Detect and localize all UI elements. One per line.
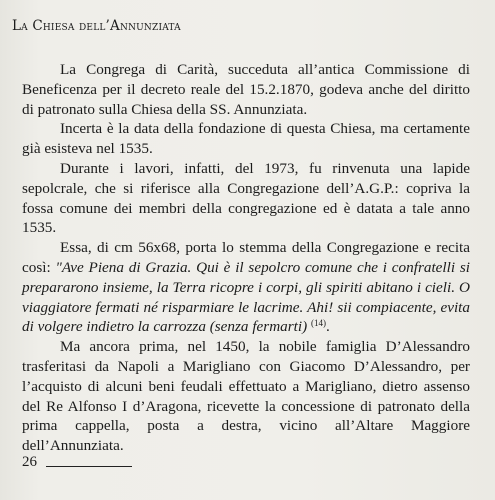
paragraph-stemma-end: . bbox=[325, 318, 330, 336]
paragraph-lapide: Durante i lavori, infatti, del 1973, fu rinvenuta una lapide sepolcrale, che si riferisce alla Congregazione dell’A.G.P.: copriva la fossa comune dei membri della congregazione ed è datata a tale anno 1535. bbox=[22, 159, 470, 237]
paragraph-stemma-intro: Essa, di cm 56x68, porta lo stemma della Congregazione e recita così: bbox=[22, 239, 470, 276]
epitaph-quote: "Ave Piena di Grazia. Qui è il sepolcro comune che i confratelli si prepararono insieme, la Terra ricopre i corpi, gli spiriti abitano i cieli. O viaggiatore fermati né risparmiare le lacrime. Ahi! sii compiacente, evita di volgere indietro la carrozza (senza fermarti) bbox=[22, 258, 470, 336]
running-head-text: La Chiesa dell’Annunziata bbox=[12, 18, 181, 34]
footnote-marker: (14) bbox=[310, 318, 326, 329]
running-head bbox=[12, 18, 181, 34]
paragraph-congrega: La Congrega di Carità, succeduta all’antica Commissione di Beneficenza per il decreto reale del 15.2.1870, godeva anche del diritto di patronato sulla Chiesa della SS. Annunziata. bbox=[22, 61, 470, 118]
page-number: 26 bbox=[22, 454, 37, 470]
page-number-rule bbox=[46, 466, 132, 467]
paragraph-dalessandro: Ma ancora prima, nel 1450, la nobile famiglia D’Alessandro trasferitasi da Napoli a Marigliano con Giacomo D’Alessandro, per l’acquisto di alcuni beni feudali effettuato a Marigliano, dietro assenso del Re Alfonso I d’Aragona, ricevette la concessione di patronato della prima cappella, posta a destra, vicino all’Altare Maggiore dell’Annunziata. bbox=[22, 338, 470, 455]
body-text bbox=[22, 60, 470, 456]
paragraph-stemma bbox=[22, 238, 470, 337]
paragraph-fondazione: Incerta è la data della fondazione di questa Chiesa, ma certamente già esisteva nel 1535. bbox=[22, 120, 470, 158]
